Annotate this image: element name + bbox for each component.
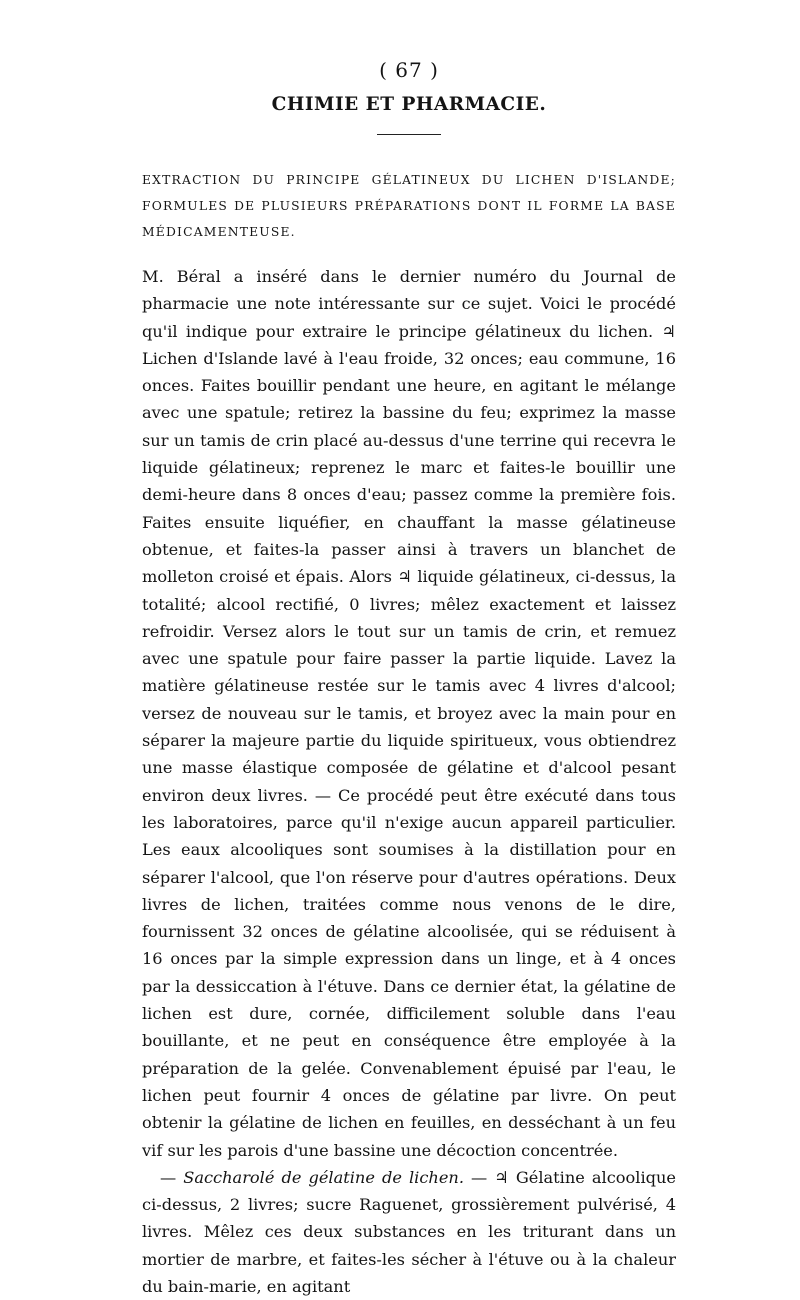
recipe-title: Saccharolé de gélatine de lichen. [183, 1167, 464, 1187]
paragraph-2-text: — ♃ Gélatine alcoolique ci-dessus, 2 livres; sucre Raguenet, grossièrement pulvérisé, 4 livres. Mêlez ces deux substances en les triturant dans un mortier de marbre, et faites-les sécher à l'étuve ou à la chaleur du bain-marie, en agitant [142, 1167, 677, 1296]
paragraph-1: M. Béral a inséré dans le dernier numéro du Journal de pharmacie une note intéressante sur ce sujet. Voici le procédé qu'il indique pour extraire le principe gélatineux du lichen. ♃ Lichen d'Islande lavé à l'eau froide, 32 onces; eau commune, 16 onces. Faites bouillir pendant une heure, en agitant le mélange avec une spatule; retirez la bassine du feu; exprimez la masse sur un tamis de crin placé au-dessus d'une terrine qui recevra le liquide gélatineux; reprenez le marc et faites-le bouillir une demi-heure dans 8 onces d'eau; passez comme la première fois. Faites ensuite liquéfier, en chauffant la masse gélatineuse obtenue, et faites-la passer ainsi à travers un blanchet de molleton croisé et épais. Alors ♃ liquide gélatineux, ci-dessus, la totalité; alcool rectifié, 0 livres; mêlez exactement et laissez refroidir. Versez alors le tout sur un tamis de crin, et remuez avec une spatule pour faire passer la partie liquide. Lavez la matière gélatineuse restée sur le tamis avec 4 livres d'alcool; versez de nouveau sur le tamis, et broyez avec la main pour en séparer la majeure partie du liquide spiritueux, vous obtiendrez une masse élastique composée de gélatine et d'alcool pesant environ deux livres. — Ce procédé peut être exécuté dans tous les laboratoires, parce qu'il n'exige aucun appareil particulier. Les eaux alcooliques sont soumises à la distillation pour en séparer l'alcool, que l'on réserve pour d'autres opérations. Deux livres de lichen, traitées comme nous venons de le dire, fournissent 32 onces de gélatine alcoolisée, qui se réduisent à 16 onces par la simple expression dans un linge, et à 4 onces par la dessiccation à l'étuve. Dans ce dernier état, la gélatine de lichen est dure, cornée, difficilement soluble dans l'eau bouillante, et ne peut en conséquence être employée à la préparation de la gelée. Convenablement épuisé par l'eau, le lichen peut fournir 4 onces de gélatine par livre. On peut obtenir la gélatine de lichen en feuilles, en desséchant à un feu vif sur les parois d'une bassine une décoction concentrée. [142, 267, 676, 1160]
paragraph-2-dash: — [160, 1167, 184, 1187]
article-body [142, 263, 676, 1300]
page-number: ( 67 ) [379, 58, 439, 82]
document-page [142, 58, 676, 1300]
section-title: CHIMIE ET PHARMACIE. [271, 94, 547, 115]
divider-rule [377, 134, 441, 135]
paragraph-2 [142, 1164, 676, 1300]
article-heading: EXTRACTION DU PRINCIPE GÉLATINEUX DU LICHEN D'ISLANDE; FORMULES DE PLUSIEURS PRÉPARATIONS DONT IL FORME LA BASE MÉDICAMENTEUSE. [142, 173, 676, 239]
